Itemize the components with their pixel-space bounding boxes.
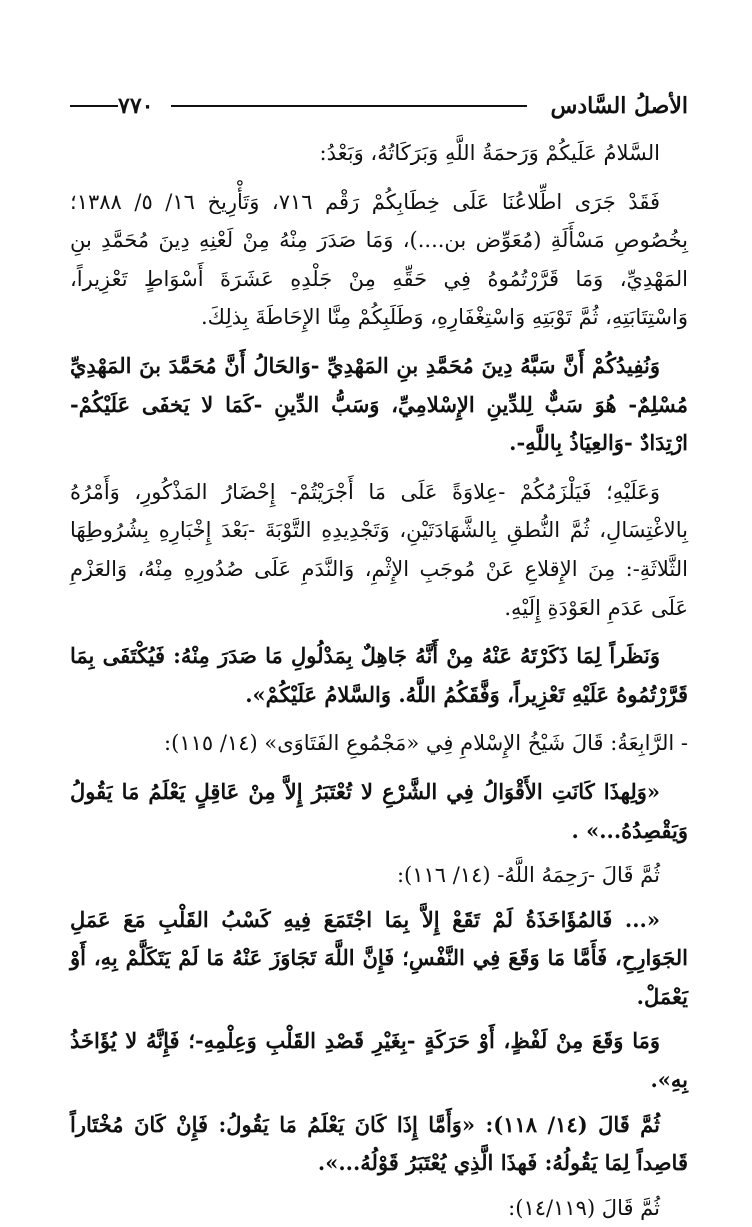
quote-paragraph: «... فَالمُؤَاخَذَةُ لَمْ تَقَعْ إِلاَّ بِمَا اجْتَمَعَ فِيهِ كَسْبُ القَلْبِ مَعَ عَمَلِ الجَوَارِحِ، فَأَمَّا مَا وَقَعَ فِي النَّفْسِ؛ فَإِنَّ اللَّهَ تَجَاوَزَ عَنْهُ مَا لَمْ يَتَكَلَّمْ بِهِ، أَوْ يَعْمَلْ. bbox=[70, 906, 688, 1009]
running-header bbox=[70, 86, 688, 126]
header-rule bbox=[171, 105, 526, 107]
quote-paragraph: «وَلِهذَا كَانَتِ الأَقْوَالُ فِي الشَّرْعِ لا تُعْتَبَرُ إِلاَّ مِنْ عَاقِلٍ يَعْلَمُ مَا يَقُولُ وَيَقْصِدُهُ...» . bbox=[70, 778, 688, 843]
chapter-title: الأصلُ السَّادس bbox=[550, 93, 688, 119]
letter-paragraph: فَقَدْ جَرَى اطِّلاعُنَا عَلَى خِطَابِكُمْ رَقْم ٧١٦، وَتَأْرِيخ ١٦/ ٥/ ١٣٨٨؛ بِخُصُوصِ مَسْأَلَةِ (مُعَوِّض بن....)، وَمَا صَدَرَ مِنْهُ مِنْ لَعْنِهِ دِينَ مُحَمَّدِ بنِ المَهْدِيِّ، وَمَا قَرَّرْتُمُوهُ فِي حَقِّهِ مِنْ جَلْدِهِ عَشَرَةَ أَسْوَاطٍ تَعْزِيراً، وَاسْتِتَابَتِهِ، ثُمَّ تَوْبَتِهِ وَاسْتِغْفَارِهِ، وَطَلَبِكُمْ مِنَّا الإِحَاطَةَ بِذلِكَ. bbox=[70, 189, 688, 330]
fourth-point-heading: - الرَّابِعَةُ: قَالَ شَيْخُ الإِسْلامِ فِي «مَجْمُوعِ الفَتَاوَى» (١٤/ ١١٥): bbox=[164, 731, 688, 756]
citation-line: ثُمَّ قَالَ (١٤/١١٩): bbox=[508, 1195, 660, 1220]
header-rule-short bbox=[70, 105, 118, 107]
quote-paragraph: ثُمَّ قَالَ (١٤/ ١١٨): «وَأَمَّا إِذَا كَانَ يَعْلَمُ مَا يَقُولُ: فَإِنْ كَانَ مُخْتَاراً قَاصِداً لِمَا يَقُولُهُ: فَهذَا الَّذِي يُعْتَبَرُ قَوْلُهُ...». bbox=[70, 1111, 688, 1176]
ruling-paragraph: وَنُفِيدُكُمْ أَنَّ سَبَّهُ دِينَ مُحَمَّدِ بنِ المَهْدِيِّ -وَالحَالُ أَنَّ مُحَمَّدَ بنَ المَهْدِيِّ مُسْلِمٌ- هُوَ سَبٌّ لِلدِّينِ الإِسْلامِيِّ، وَسَبُّ الدِّينِ -كَمَا لا يَخفَى عَلَيْكُمْ- ارْتِدَادٌ -وَالعِيَاذُ بِاللَّهِ-. bbox=[70, 352, 688, 456]
requirements-paragraph: وَعَلَيْهِ؛ فَيَلْزَمُكُمْ -عِلاوَةً عَلَى مَا أَجْرَيْتُمْ- إِحْضَارُ المَذْكُورِ، وَأَمْرُهُ بِالاغْتِسَالِ، ثُمَّ النُّطقِ بِالشَّهَادَتَيْنِ، وَتَجْدِيدِهِ التَّوْبَةَ -بَعْدَ إِخْبَارِهِ بِشُرُوطِهَا الثَّلاثَةِ-: مِنَ الإِقلاعِ عَنْ مُوجَبِ الإِثْمِ، وَالنَّدَمِ عَلَى صُدُورِهِ مِنْهُ، وَالعَزْمِ عَلَى عَدَمِ العَوْدَةِ إِلَيْهِ. bbox=[70, 479, 688, 620]
closing-paragraph: وَنَظَراً لِمَا ذَكَرْتَهُ عَنْهُ مِنْ أَنَّهُ جَاهِلٌ بِمَدْلُولِ مَا صَدَرَ مِنْهُ: فَيُكْتَفَى بِمَا قَرَّرْتُمُوهُ عَلَيْهِ تَعْزِيراً، وَفَّقَكُمُ اللَّهُ. وَالسَّلامُ عَلَيْكُمْ». bbox=[70, 643, 688, 707]
quote-paragraph: وَمَا وَقَعَ مِنْ لَفْظٍ، أَوْ حَرَكَةٍ -بِغَيْرِ قَصْدِ القَلْبِ وَعِلْمِهِ-؛ فَإِنَّهُ لا يُؤَاخَذُ بِهِ». bbox=[70, 1028, 688, 1093]
page-body bbox=[70, 134, 688, 1227]
citation-line: ثُمَّ قَالَ -رَحِمَهُ اللَّهُ- (١٤/ ١١٦): bbox=[396, 863, 660, 888]
salutation-paragraph: السَّلامُ عَلَيكُمْ وَرَحمَةُ اللَّهِ وَبَرَكَاتُهُ، وَبَعْدُ: bbox=[319, 141, 660, 165]
page-number: ٧٧٠ bbox=[118, 93, 154, 119]
